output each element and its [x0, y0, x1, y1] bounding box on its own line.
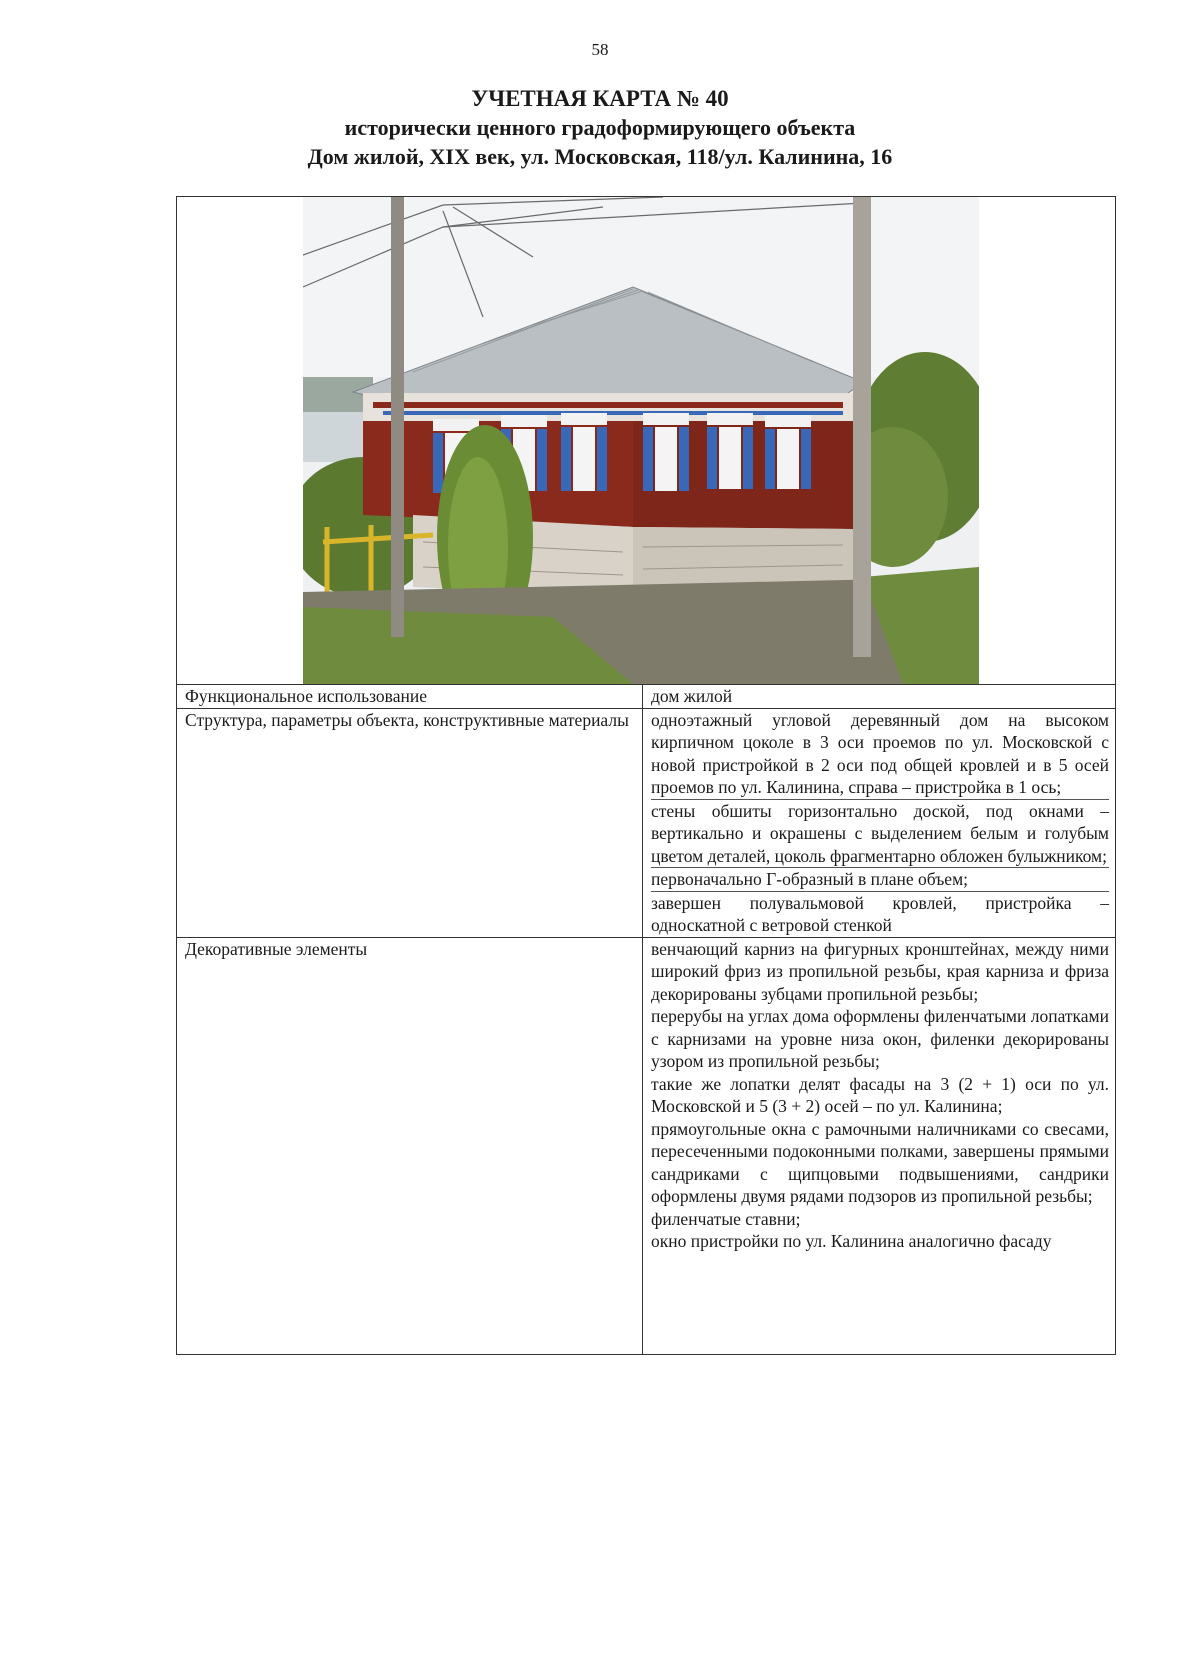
row-value	[643, 708, 1116, 937]
row-value	[643, 937, 1116, 1354]
record-card	[176, 196, 1116, 1355]
row-value-text: венчающий карниз на фигурных кронштейнах, между ними широкий фриз из пропильной резьбы, края карниза и фриза декорированы зубцами пропильной резьбы;	[651, 938, 1109, 1004]
row-value-text: такие же лопатки делят фасады на 3 (2 + 1) оси по ул. Московской и 5 (3 + 2) осей – по ул. Калинина;	[651, 1073, 1109, 1116]
row-value-text: окно пристройки по ул. Калинина аналогично фасаду	[651, 1231, 1052, 1251]
title-block	[0, 84, 1200, 171]
row-label: Функциональное использование	[177, 685, 643, 708]
photo-cell	[177, 197, 1115, 685]
row-value-text: первоначально Г-образный в плане объем;	[651, 867, 1109, 891]
row-label: Декоративные элементы	[177, 937, 643, 1354]
row-value-text: одноэтажный угловой деревянный дом на высоком кирпичном цоколе в 3 оси проемов по ул. Московской с новой пристройкой в 2 оси под общей кровлей и в 5 осей проемов по ул. Калинина, справа – пристройка в 1 ось;	[651, 709, 1109, 797]
house-photo	[303, 197, 979, 684]
table-row	[177, 708, 1115, 937]
row-value	[643, 685, 1116, 708]
table-row	[177, 685, 1115, 708]
row-value-text: прямоугольные окна с рамочными наличниками со свесами, пересеченными подоконными полками, завершены прямыми сандриками с щипцовыми подвышениями, сандрики оформлены двумя рядами подзоров из пропильной резьбы;	[651, 1118, 1109, 1206]
row-value-text: стены обшиты горизонтально доской, под окнами – вертикально и окрашены с выделением белым и голубым цветом деталей, цоколь фрагментарно обложен булыжником;	[651, 800, 1109, 866]
row-value-text: завершен полувальмовой кровлей, пристройка – односкатной с ветровой стенкой	[651, 892, 1109, 935]
card-title: УЧЕТНАЯ КАРТА № 40	[471, 86, 729, 111]
card-subtitle: исторически ценного градоформирующего объекта	[344, 115, 856, 140]
row-label: Структура, параметры объекта, конструктивные материалы	[177, 708, 643, 937]
page-number: 58	[591, 40, 609, 59]
row-value-text: перерубы на углах дома оформлены филенчатыми лопатками с карнизами на уровне низа окон, филенки декорированы узором из пропильной резьбы;	[651, 1006, 1109, 1071]
row-value-text: филенчатые ставни;	[651, 1208, 801, 1229]
table-row	[177, 937, 1115, 1354]
row-value-text: дом жилой	[651, 686, 733, 706]
object-name: Дом жилой, XIX век, ул. Московская, 118/ул. Калинина, 16	[307, 144, 893, 169]
info-table	[177, 685, 1115, 1354]
